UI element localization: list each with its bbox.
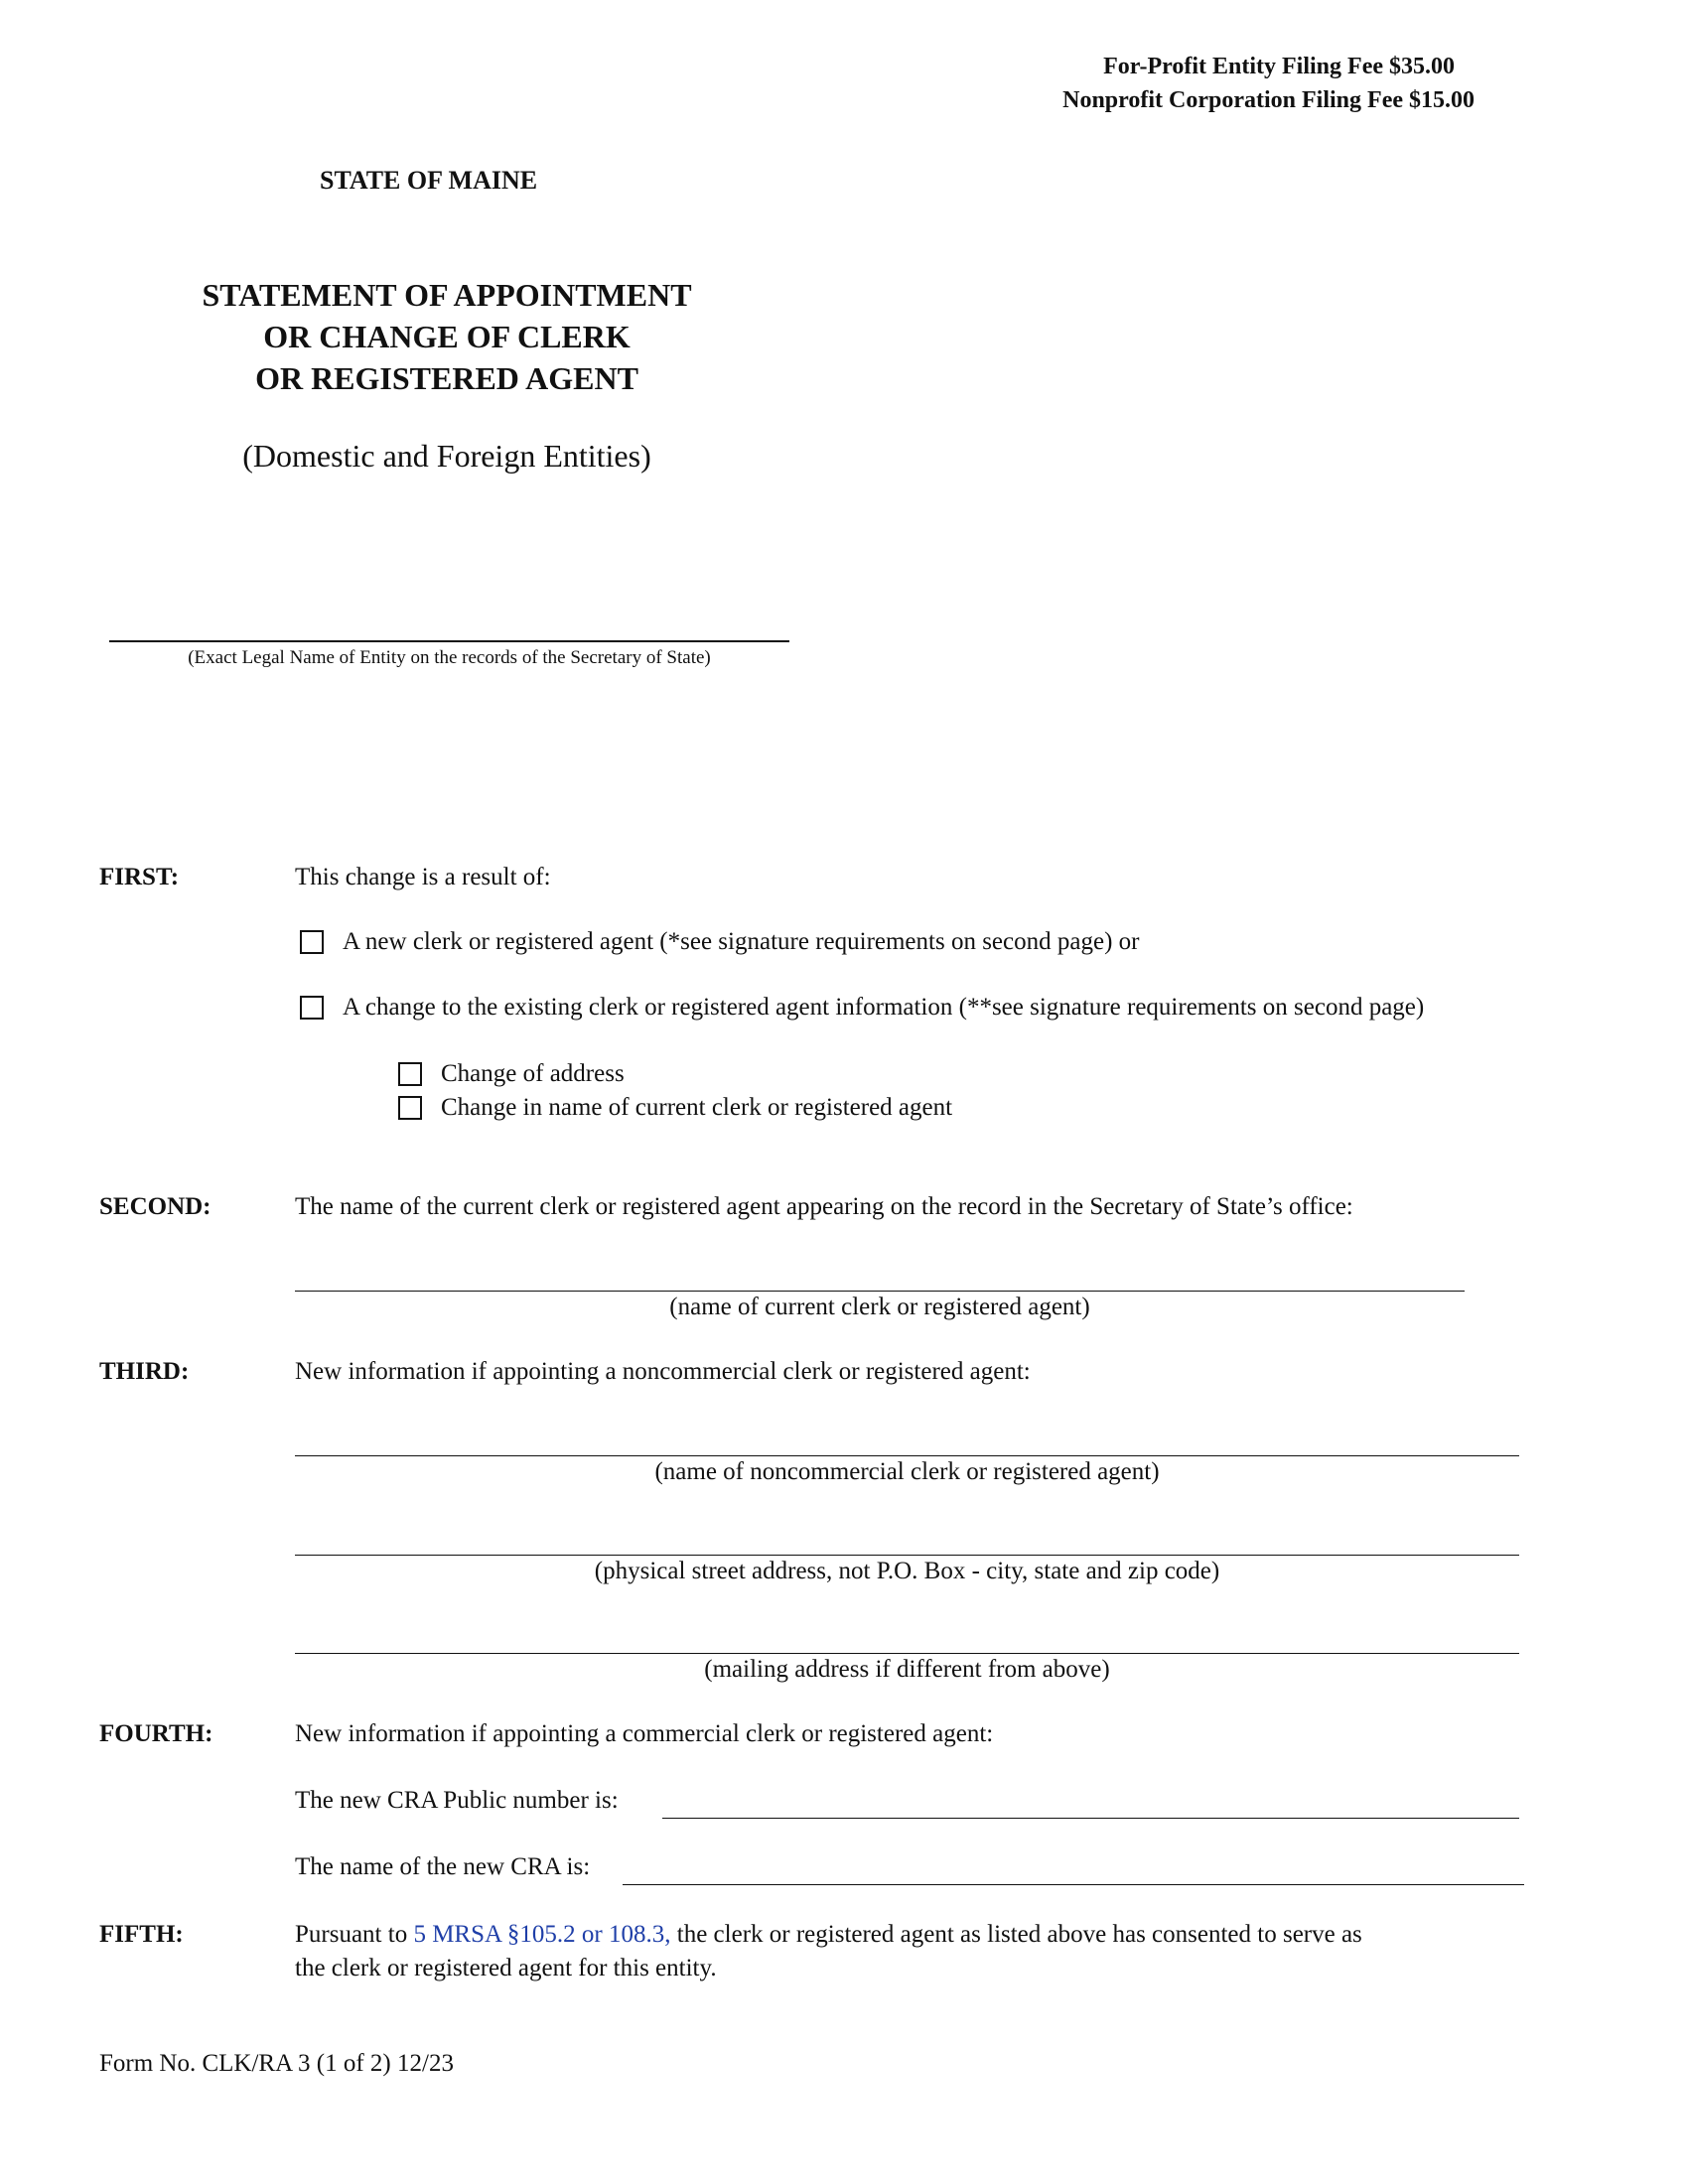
title-line-1: STATEMENT OF APPOINTMENT — [202, 277, 692, 313]
mailing-address-field[interactable] — [295, 1653, 1519, 1654]
nonprofit-fee: Nonprofit Corporation Filing Fee $15.00 — [1062, 87, 1475, 113]
physical-address-caption: (physical street address, not P.O. Box - city, state and zip code) — [594, 1558, 1220, 1584]
entity-name-caption: (Exact Legal Name of Entity on the records of the Secretary of State) — [188, 647, 711, 668]
fifth-post: the clerk or registered agent as listed above has consented to serve as — [670, 1921, 1362, 1948]
fourth-text: New information if appointing a commercial clerk or registered agent: — [295, 1720, 994, 1747]
fifth-pre: Pursuant to — [295, 1921, 414, 1948]
cra-name-field[interactable] — [623, 1884, 1524, 1885]
cra-name-label: The name of the new CRA is: — [295, 1853, 591, 1880]
cra-number-field[interactable] — [662, 1818, 1519, 1819]
title-line-2: OR CHANGE OF CLERK — [263, 319, 631, 354]
new-clerk-checkbox[interactable] — [300, 930, 324, 954]
change-address-label: Change of address — [441, 1060, 625, 1087]
statute-link[interactable]: 5 MRSA §105.2 or 108.3, — [413, 1921, 671, 1948]
noncommercial-name-caption: (name of noncommercial clerk or registered agent) — [654, 1458, 1160, 1485]
physical-address-field[interactable] — [295, 1555, 1519, 1556]
third-label: THIRD: — [99, 1358, 190, 1385]
third-text: New information if appointing a noncommercial clerk or registered agent: — [295, 1358, 1031, 1385]
first-label: FIRST: — [99, 864, 180, 890]
fourth-label: FOURTH: — [99, 1720, 213, 1747]
first-intro: This change is a result of: — [295, 864, 551, 890]
form-title — [99, 274, 794, 399]
entity-name-field[interactable] — [109, 640, 789, 642]
change-existing-option-label: A change to the existing clerk or registered agent information (**see signature requirements on second page) — [343, 994, 1425, 1021]
filing-fees — [1062, 50, 1475, 117]
title-line-3: OR REGISTERED AGENT — [255, 360, 638, 396]
change-name-label: Change in name of current clerk or registered agent — [441, 1094, 953, 1121]
form-number: Form No. CLK/RA 3 (1 of 2) 12/23 — [99, 2050, 454, 2077]
new-clerk-option-label: A new clerk or registered agent (*see signature requirements on second page) or — [343, 928, 1140, 955]
noncommercial-agent-name-field[interactable] — [295, 1455, 1519, 1456]
cra-number-label: The new CRA Public number is: — [295, 1787, 619, 1814]
current-agent-name-field[interactable] — [295, 1291, 1465, 1292]
fifth-label: FIFTH: — [99, 1921, 184, 1948]
current-agent-caption: (name of current clerk or registered agent) — [669, 1294, 1090, 1320]
change-existing-checkbox[interactable] — [300, 996, 324, 1020]
form-subtitle: (Domestic and Foreign Entities) — [242, 438, 651, 474]
mailing-address-caption: (mailing address if different from above) — [704, 1656, 1110, 1683]
for-profit-fee: For-Profit Entity Filing Fee $35.00 — [1103, 54, 1455, 79]
second-label: SECOND: — [99, 1193, 211, 1220]
state-heading: STATE OF MAINE — [320, 166, 538, 195]
change-address-checkbox[interactable] — [398, 1062, 422, 1086]
second-text: The name of the current clerk or registered agent appearing on the record in the Secretary of State’s office: — [295, 1193, 1353, 1220]
fifth-text — [295, 1921, 1362, 1949]
change-name-checkbox[interactable] — [398, 1096, 422, 1120]
fifth-text-line2: the clerk or registered agent for this entity. — [295, 1955, 717, 1981]
